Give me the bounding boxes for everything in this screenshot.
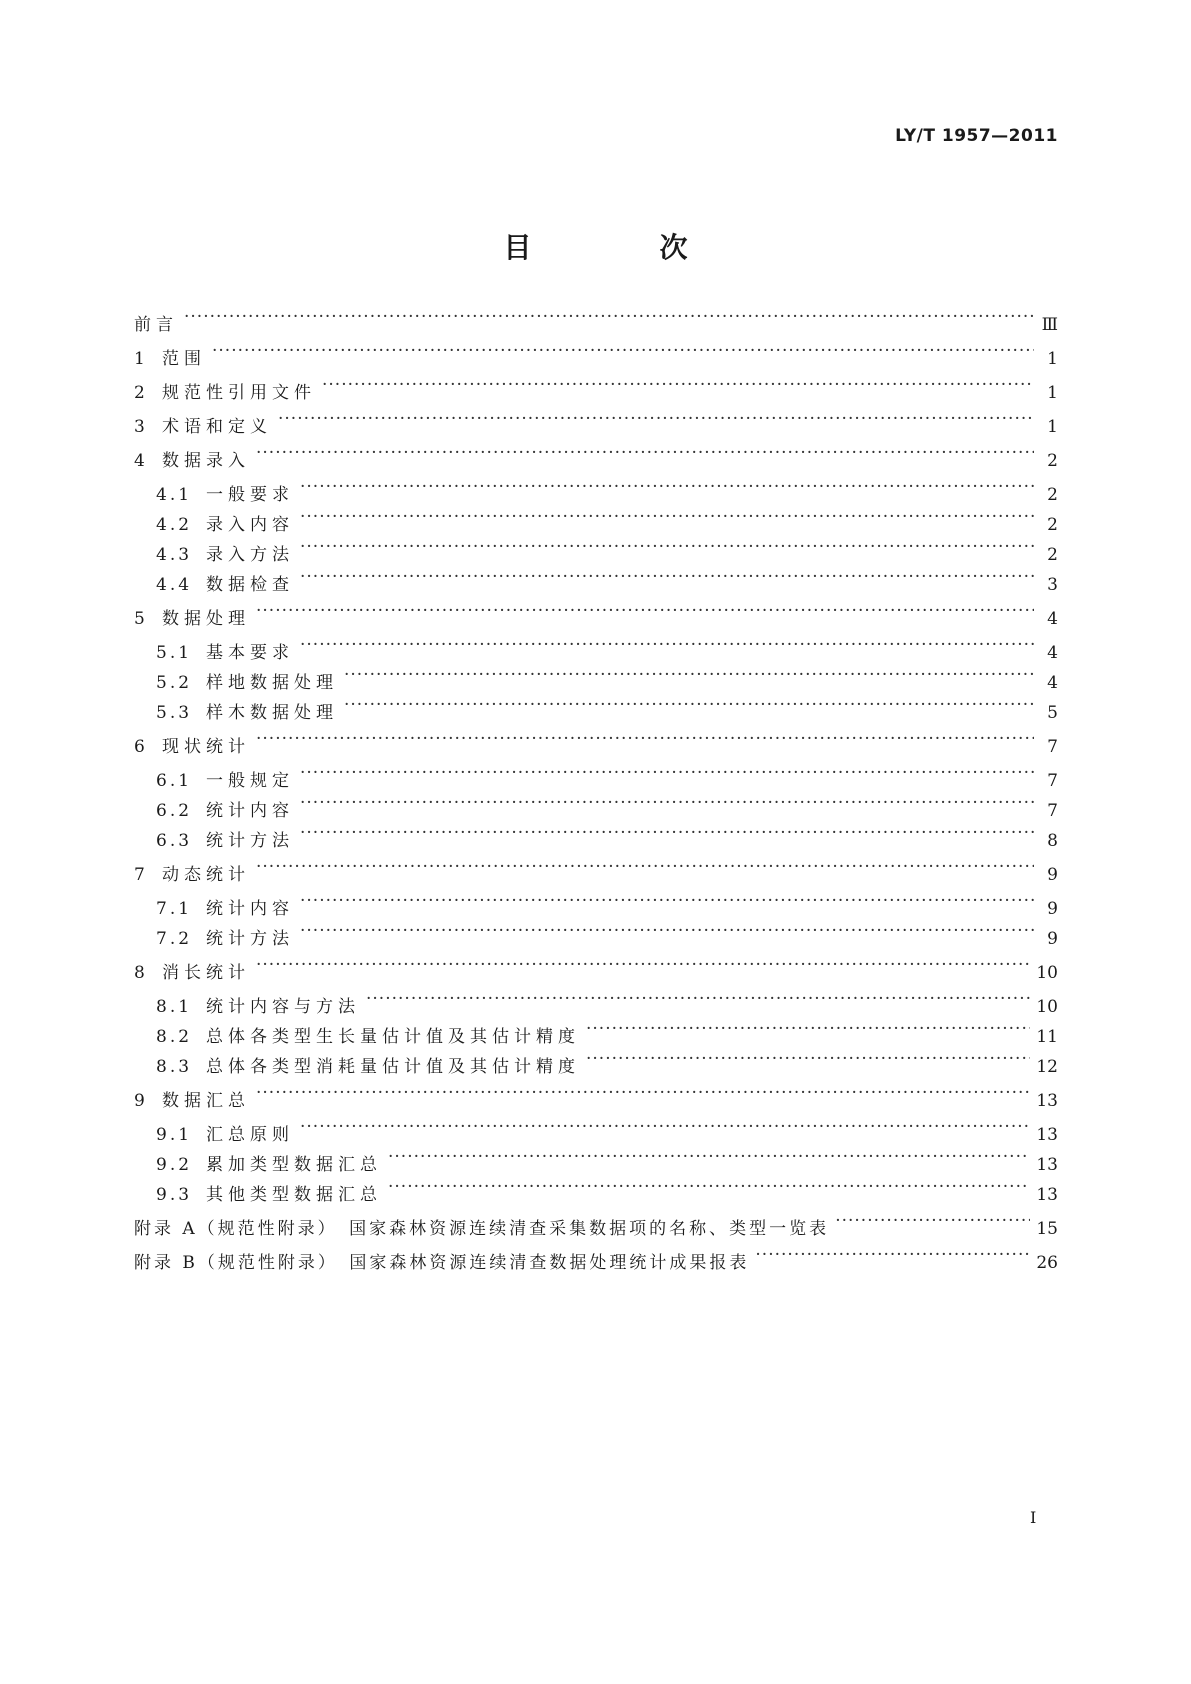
toc-entry-label: 一般要求 xyxy=(206,485,294,505)
toc-entry-label: 统计内容 xyxy=(206,899,294,919)
toc-entry-number: 1 xyxy=(134,349,145,369)
toc-entry-page: 9 xyxy=(1047,899,1058,919)
toc-entry-number: 9.1 xyxy=(156,1125,193,1145)
toc-leader-dots xyxy=(256,854,1034,880)
toc-entry-label: 规范性引用文件 xyxy=(162,383,316,403)
toc-entry-9[interactable] xyxy=(134,1080,1058,1111)
toc-leader-dots xyxy=(835,1208,1030,1234)
toc-entry-4[interactable] xyxy=(134,440,1058,471)
toc-entry-label: 动态统计 xyxy=(162,865,250,885)
page-number: I xyxy=(1030,1508,1037,1527)
toc-leader-dots xyxy=(300,760,1034,786)
toc-leader-dots xyxy=(300,632,1034,658)
toc-entry-page: 4 xyxy=(1047,673,1058,693)
toc-entry-7[interactable] xyxy=(134,854,1058,885)
toc-entry-label: 统计方法 xyxy=(206,831,294,851)
toc-leader-dots xyxy=(300,534,1034,560)
toc-entry-label: 录入内容 xyxy=(206,515,294,535)
toc-leader-dots xyxy=(256,952,1030,978)
toc-entry-5-2[interactable] xyxy=(156,662,1058,693)
toc-entry-page: 10 xyxy=(1036,997,1058,1017)
toc-entry-page: 1 xyxy=(1047,417,1058,437)
toc-entry-8-3[interactable] xyxy=(156,1046,1058,1077)
toc-entry-6-2[interactable] xyxy=(156,790,1058,821)
toc-entry-page: 3 xyxy=(1047,575,1058,595)
toc-leader-dots xyxy=(388,1144,1030,1170)
toc-entry-page: 4 xyxy=(1047,609,1058,629)
toc-entry-annex-a[interactable] xyxy=(134,1208,1058,1239)
toc-entry-4-3[interactable] xyxy=(156,534,1058,565)
toc-entry-label: 范围 xyxy=(162,349,206,369)
toc-entry-number: 7.1 xyxy=(156,899,193,919)
toc-entry-4-2[interactable] xyxy=(156,504,1058,535)
toc-entry-page: 12 xyxy=(1036,1057,1058,1077)
toc-entry-page: 8 xyxy=(1047,831,1058,851)
toc-entry-number: 4.3 xyxy=(156,545,193,565)
toc-entry-label: 累加类型数据汇总 xyxy=(206,1155,382,1175)
toc-entry-page: 9 xyxy=(1047,865,1058,885)
toc-entry-number: 5.2 xyxy=(156,673,193,693)
toc-entry-page: 9 xyxy=(1047,929,1058,949)
toc-entry-page: 10 xyxy=(1036,963,1058,983)
toc-entry-number: 4.1 xyxy=(156,485,193,505)
toc-entry-page: 13 xyxy=(1036,1155,1058,1175)
toc-entry-page: 11 xyxy=(1036,1027,1058,1047)
toc-entry-5[interactable] xyxy=(134,598,1058,629)
toc-entry-page: 5 xyxy=(1047,703,1058,723)
toc-entry-page: 4 xyxy=(1047,643,1058,663)
toc-leader-dots xyxy=(256,1080,1030,1106)
toc-entry-8-1[interactable] xyxy=(156,986,1058,1017)
toc-entry-label: 数据处理 xyxy=(162,609,250,629)
toc-leader-dots xyxy=(300,474,1034,500)
toc-leader-dots xyxy=(586,1016,1030,1042)
toc-entry-4-4[interactable] xyxy=(156,564,1058,595)
toc-entry-label: 总体各类型消耗量估计值及其估计精度 xyxy=(206,1057,580,1077)
toc-entry-page: 13 xyxy=(1036,1125,1058,1145)
toc-entry-number: 8.3 xyxy=(156,1057,193,1077)
toc-entry-label: 样木数据处理 xyxy=(206,703,338,723)
toc-leader-dots xyxy=(586,1046,1030,1072)
toc-leader-dots xyxy=(300,504,1034,530)
toc-entry-3[interactable] xyxy=(134,406,1058,437)
toc-entry-label: 前言 xyxy=(134,315,178,335)
toc-entry-label: 基本要求 xyxy=(206,643,294,663)
toc-leader-dots xyxy=(184,304,1034,330)
toc-entry-1[interactable] xyxy=(134,338,1058,369)
toc-entry-number: 5.1 xyxy=(156,643,193,663)
toc-entry-page: 2 xyxy=(1047,545,1058,565)
toc-leader-dots xyxy=(300,790,1034,816)
toc-entry-9-2[interactable] xyxy=(156,1144,1058,1175)
toc-entry-page: 2 xyxy=(1047,485,1058,505)
toc-entry-number: 7 xyxy=(134,865,145,885)
toc-leader-dots xyxy=(300,564,1034,590)
toc-entry-number: 5 xyxy=(134,609,145,629)
toc-entry-number: 4.2 xyxy=(156,515,193,535)
toc-entry-number: 8 xyxy=(134,963,145,983)
toc-entry-label: 数据录入 xyxy=(162,451,250,471)
toc-entry-label: 数据汇总 xyxy=(162,1091,250,1111)
toc-entry-9-1[interactable] xyxy=(156,1114,1058,1145)
toc-entry-number: 9.3 xyxy=(156,1185,193,1205)
toc-entry-label: 一般规定 xyxy=(206,771,294,791)
toc-leader-dots xyxy=(278,406,1034,432)
toc-entry-number: 3 xyxy=(134,417,145,437)
toc-leader-dots xyxy=(256,726,1034,752)
toc-entry-number: 4.4 xyxy=(156,575,193,595)
toc-entry-label: 附录 B（规范性附录） 国家森林资源连续清查数据处理统计成果报表 xyxy=(134,1253,750,1273)
toc-entry-page: 15 xyxy=(1036,1219,1058,1239)
toc-leader-dots xyxy=(322,372,1034,398)
toc-entry-9-3[interactable] xyxy=(156,1174,1058,1205)
toc-entry-number: 9 xyxy=(134,1091,145,1111)
toc-leader-dots xyxy=(300,1114,1030,1140)
toc-entry-7-2[interactable] xyxy=(156,918,1058,949)
toc-entry-number: 6.2 xyxy=(156,801,193,821)
toc-entry-2[interactable] xyxy=(134,372,1058,403)
toc-entry-label: 汇总原则 xyxy=(206,1125,294,1145)
toc-entry-6[interactable] xyxy=(134,726,1058,757)
toc-entry-label: 样地数据处理 xyxy=(206,673,338,693)
toc-entry-label: 统计内容与方法 xyxy=(206,997,360,1017)
toc-leader-dots xyxy=(388,1174,1030,1200)
toc-leader-dots xyxy=(300,918,1034,944)
toc-entry-label: 术语和定义 xyxy=(162,417,272,437)
toc-entry-label: 现状统计 xyxy=(162,737,250,757)
toc-entry-label: 其他类型数据汇总 xyxy=(206,1185,382,1205)
toc-leader-dots xyxy=(755,1242,1030,1268)
toc-entry-label: 录入方法 xyxy=(206,545,294,565)
toc-entry-number: 7.2 xyxy=(156,929,193,949)
toc-entry-page: 7 xyxy=(1047,771,1058,791)
document-code: LY/T 1957—2011 xyxy=(895,126,1058,146)
toc-leader-dots xyxy=(344,662,1034,688)
toc-leader-dots xyxy=(366,986,1030,1012)
toc-leader-dots xyxy=(300,820,1034,846)
toc-leader-dots xyxy=(344,692,1034,718)
toc-entry-foreword[interactable] xyxy=(134,304,1058,335)
toc-entry-5-1[interactable] xyxy=(156,632,1058,663)
toc-entry-number: 6.1 xyxy=(156,771,193,791)
toc-entry-6-1[interactable] xyxy=(156,760,1058,791)
toc-entry-number: 6.3 xyxy=(156,831,193,851)
toc-entry-8-2[interactable] xyxy=(156,1016,1058,1047)
toc-entry-number: 6 xyxy=(134,737,145,757)
toc-leader-dots xyxy=(212,338,1034,364)
toc-entry-page: 1 xyxy=(1047,349,1058,369)
toc-entry-number: 8.1 xyxy=(156,997,193,1017)
toc-entry-label: 消长统计 xyxy=(162,963,250,983)
toc-entry-page: 26 xyxy=(1036,1253,1058,1273)
toc-entry-number: 4 xyxy=(134,451,145,471)
page-title: 目 次 xyxy=(503,231,738,264)
toc-entry-number: 5.3 xyxy=(156,703,193,723)
toc-entry-label: 数据检查 xyxy=(206,575,294,595)
toc-entry-number: 2 xyxy=(134,383,145,403)
toc-entry-page: Ⅲ xyxy=(1041,315,1058,335)
toc-entry-number: 8.2 xyxy=(156,1027,193,1047)
toc-entry-page: 13 xyxy=(1036,1185,1058,1205)
toc-entry-page: 2 xyxy=(1047,515,1058,535)
toc-entry-label: 总体各类型生长量估计值及其估计精度 xyxy=(206,1027,580,1047)
toc-entry-page: 2 xyxy=(1047,451,1058,471)
toc-entry-7-1[interactable] xyxy=(156,888,1058,919)
toc-leader-dots xyxy=(300,888,1034,914)
toc-entry-5-3[interactable] xyxy=(156,692,1058,723)
toc-entry-page: 7 xyxy=(1047,801,1058,821)
toc-entry-page: 13 xyxy=(1036,1091,1058,1111)
toc-entry-4-1[interactable] xyxy=(156,474,1058,505)
toc-entry-label: 统计方法 xyxy=(206,929,294,949)
toc-entry-label: 统计内容 xyxy=(206,801,294,821)
toc-leader-dots xyxy=(256,598,1034,624)
toc-entry-page: 1 xyxy=(1047,383,1058,403)
toc-entry-page: 7 xyxy=(1047,737,1058,757)
toc-leader-dots xyxy=(256,440,1034,466)
toc-entry-annex-b[interactable] xyxy=(134,1242,1058,1273)
toc-entry-label: 附录 A（规范性附录） 国家森林资源连续清查采集数据项的名称、类型一览表 xyxy=(134,1219,830,1239)
toc-entry-6-3[interactable] xyxy=(156,820,1058,851)
toc-entry-number: 9.2 xyxy=(156,1155,193,1175)
toc-entry-8[interactable] xyxy=(134,952,1058,983)
